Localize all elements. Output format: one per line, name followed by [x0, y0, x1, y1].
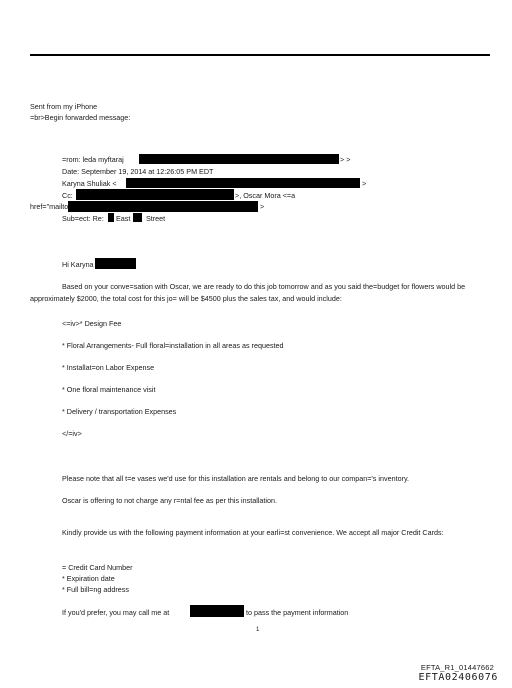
- redaction-href: [68, 201, 258, 212]
- paragraph-vases: Please note that all t=e vases we'd use for this installation are rentals and belong to our compan='s inventory.: [62, 474, 410, 483]
- design-fee-line: <=iv>* Design Fee: [62, 319, 122, 328]
- to-suffix: >: [362, 179, 367, 188]
- list-item: * One floral maintenance visit: [62, 385, 156, 394]
- from-line: =rom: leda myftaraj: [62, 155, 124, 164]
- from-suffix: > >: [340, 155, 351, 164]
- paragraph-payment: Kindly provide us with the following payment information at your earli=st convenience. We accept all major Credit Cards:: [62, 528, 444, 537]
- to-line: Karyna Shuliak <: [62, 179, 117, 188]
- card-item: = Credit Card Number: [62, 563, 133, 572]
- sent-from-line: Sent from my iPhone: [30, 102, 98, 111]
- subject-street: Street: [146, 214, 166, 223]
- list-item: * Floral Arrangements- Full floral=installation in all areas as requested: [62, 341, 284, 350]
- redaction-from: [139, 154, 339, 164]
- card-item: * Full bill=ng address: [62, 585, 129, 594]
- date-line: Date: September 19, 2014 at 12:26:05 PM EDT: [62, 167, 214, 176]
- href-mailto: href="mailto: [30, 202, 69, 211]
- forwarded-message-line: =br>Begin forwarded message:: [30, 113, 131, 122]
- subject-east: East: [116, 214, 131, 223]
- redaction-subject-1: [108, 213, 114, 222]
- call-line: If you'd prefer, you may call me at: [62, 608, 170, 617]
- top-rule: [30, 54, 490, 56]
- greeting: Hi Karyna: [62, 260, 94, 269]
- redaction-cc: [76, 189, 234, 200]
- paragraph-rental-fee: Oscar is offering to not charge any r=ntal fee as per this installation.: [62, 496, 278, 505]
- paragraph-budget: Based on your conve=sation with Oscar, we are ready to do this job tomorrow and as you said the=budget for flowers would be approximately $2000, the total cost for this jo= will be $4500 plus the sales tax, and would include:: [30, 282, 466, 303]
- subject-line: Sub=ect: Re:: [62, 214, 104, 223]
- redaction-to: [126, 178, 360, 188]
- footer-ref-2: EFTA02406076: [418, 672, 498, 683]
- call-suffix: to pass the payment information: [246, 608, 349, 617]
- page-number: 1: [256, 627, 260, 633]
- redaction-greeting: [95, 258, 136, 269]
- cc-oscar: >, Oscar Mora <=a: [235, 191, 296, 200]
- href-suffix: >: [260, 202, 265, 211]
- cc-label: Cc:: [62, 191, 73, 200]
- list-item: * Installat=on Labor Expense: [62, 363, 155, 372]
- card-item: * Expiration date: [62, 574, 115, 583]
- redaction-phone: [190, 605, 244, 617]
- redaction-subject-2: [133, 213, 142, 222]
- div-close-line: </=iv>: [62, 429, 82, 438]
- list-item: * Delivery / transportation Expenses: [62, 407, 177, 416]
- footer-ref-1: EFTA_R1_01447662: [420, 663, 494, 672]
